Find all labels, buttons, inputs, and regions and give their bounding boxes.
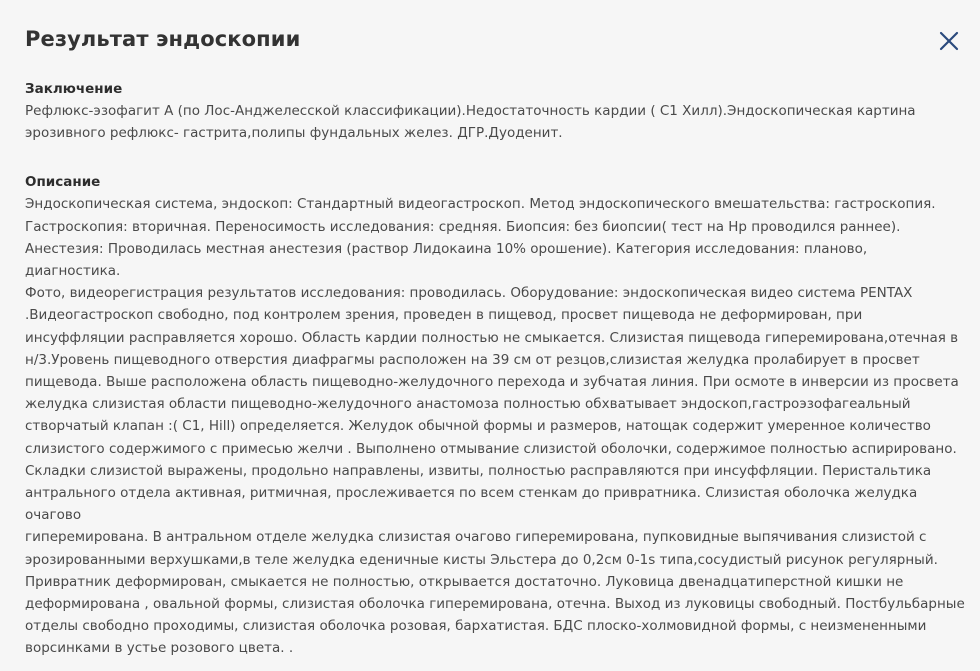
section-spacer [25, 144, 965, 171]
description-text: Эндоскопическая система, эндоскоп: Стандартный видеогастроскоп. Метод эндоскопического вмешательства: гастроскопия. Гастроскопия: вторичная. Переносимость исследования: средняя. Биопсия: без биопсии( тест на Hp проводился раннее). Анестезия: Проводилась местная анестезия (раствор Лидокаина 10% орошение). Категория исследования: планово, диагностика. Фото, видеорегистрация результатов исследования: проводилась. Оборудование: эндоскопическая видео система PENTAX .Видеогастроскоп свободно, под контролем зрения, проведен в пищевод, просвет пищевода не деформирован, при инсуффляции расправляется хорошо. Область кардии полностью не смыкается. Слизистая пищевода гиперемирована,отечная в н/3.Уровень пищеводного отверстия диафрагмы расположен на 39 см от резцов,слизистая желудка пролабирует в просвет пищевода. Выше расположена область пищеводно-желудочного перехода и зубчатая линия. При осмоте в инверсии из просвета желудка слизистая области пищеводно-желудочного анастомоза полностью обхватывает эндоскоп,гастроэзофагеальный створчатый клапан :( C1, Hill) определяется. Желудок обычной формы и размеров, натощак содержит умеренное количество слизистого содержимого с примесью желчи . Выполнено отмывание слизистой оболочки, содержимое полностью аспирировано. Складки слизистой выражены, продольно направлены, извиты, полностью расправляются при инсуффляции. Перистальтика антрального отдела активная, ритмичная, прослеживается по всем стенкам до привратника. Слизистая оболочка желудка очагово гиперемирована. В антральном отделе желудка слизистая очагово гиперемирована, пупковидные выпячивания слизистой с эрозированными верхушками,в теле желудка еденичные кисты Эльстера до 0,2см 0-1s типа,сосудистый рисунок регулярный. Привратник деформирован, смыкается не полностью, открывается достаточно. Луковица двенадцатиперстной кишки не деформирована , овальной формы, слизистая оболочка гиперемирована, отечна. Выход из луковицы свободный. Постбульбарные отделы свободно проходимы, слизистая оболочка розовая, бархатистая. БДС плоско-холмовидной формы, с неизмененными ворсинками в устье розового цвета. . [25, 196, 965, 657]
modal-content [25, 78, 965, 660]
description-section [25, 171, 965, 659]
modal-title: Результат эндоскопии [25, 27, 301, 51]
close-icon[interactable] [938, 30, 960, 52]
conclusion-section [25, 78, 965, 144]
conclusion-heading: Заключение [25, 81, 123, 97]
description-heading: Описание [25, 174, 101, 191]
conclusion-text: Рефлюкс-эзофагит А (по Лос-Анджелесской классификации).Недостаточность кардии ( С1 Хилл).Эндоскопическая картина эрозивного рефлюкс- гастрита,полипы фундальных желез. ДГР.Дуоденит. [25, 103, 916, 142]
